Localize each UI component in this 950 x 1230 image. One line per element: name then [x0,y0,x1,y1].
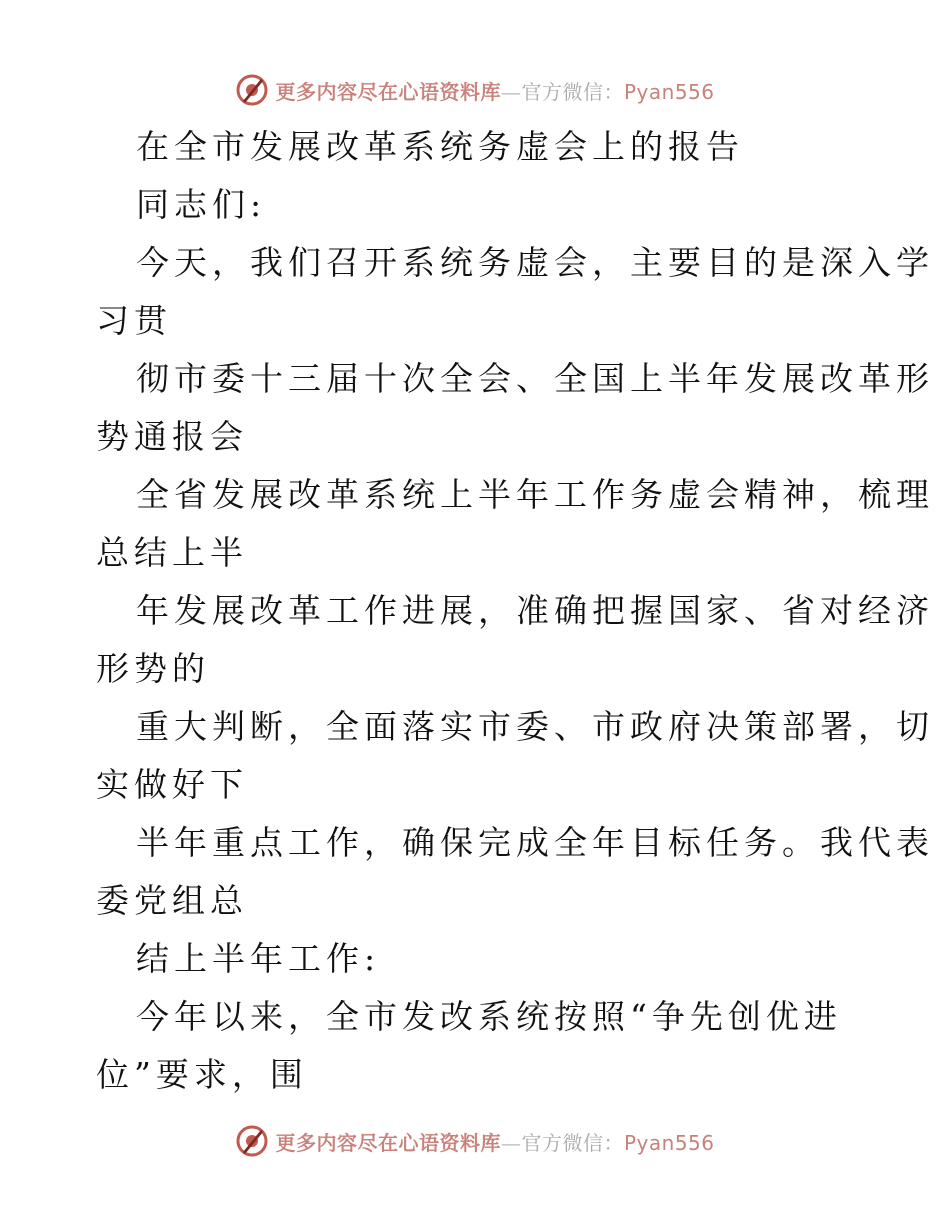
paragraph-line: 今年以来，全市发改系统按照“争先创优进 [136,997,842,1036]
paragraph-line: 结上半年工作: [136,939,381,978]
salutation: 同志们: [136,185,267,224]
paragraph-line: 总结上半 [96,533,248,572]
paragraph-line: 彻市委十三届十次全会、全国上半年发展改革形 [136,359,934,398]
paragraph-line: 委党组总 [96,881,248,920]
watermark-wechat-label: 官方微信： [521,79,624,104]
watermark-wechat-label: 官方微信： [521,1130,624,1155]
paragraph-line: 全省发展改革系统上半年工作务虚会精神，梳理 [136,475,934,514]
watermark-wechat-id: Pyan556 [623,79,715,104]
paragraph-line: 形势的 [96,649,210,688]
watermark-main-text: 更多内容尽在心语资料库 [275,79,501,104]
quill-seal-icon [235,73,269,107]
paragraph-line: 今天，我们召开系统务虚会，主要目的是深入学 [136,243,934,282]
watermark-header [0,70,950,110]
watermark-main-text: 更多内容尽在心语资料库 [275,1130,501,1155]
paragraph-line: 重大判断，全面落实市委、市政府决策部署，切 [136,707,934,746]
paragraph-line: 习贯 [96,301,172,340]
watermark-dash: — [500,1130,522,1155]
paragraph-line: 位”要求，围 [96,1055,308,1094]
watermark-dash: — [500,79,522,104]
paragraph-line: 半年重点工作，确保完成全年目标任务。我代表 [136,823,934,862]
paragraph-line: 势通报会 [96,417,248,456]
watermark-footer [0,1121,950,1161]
quill-seal-icon [235,1124,269,1158]
watermark-wechat-id: Pyan556 [623,1130,715,1155]
document-body [96,118,934,1104]
paragraph-line: 年发展改革工作进展，准确把握国家、省对经济 [136,591,934,630]
document-title: 在全市发展改革系统务虚会上的报告 [136,127,744,166]
paragraph-line: 实做好下 [96,765,248,804]
